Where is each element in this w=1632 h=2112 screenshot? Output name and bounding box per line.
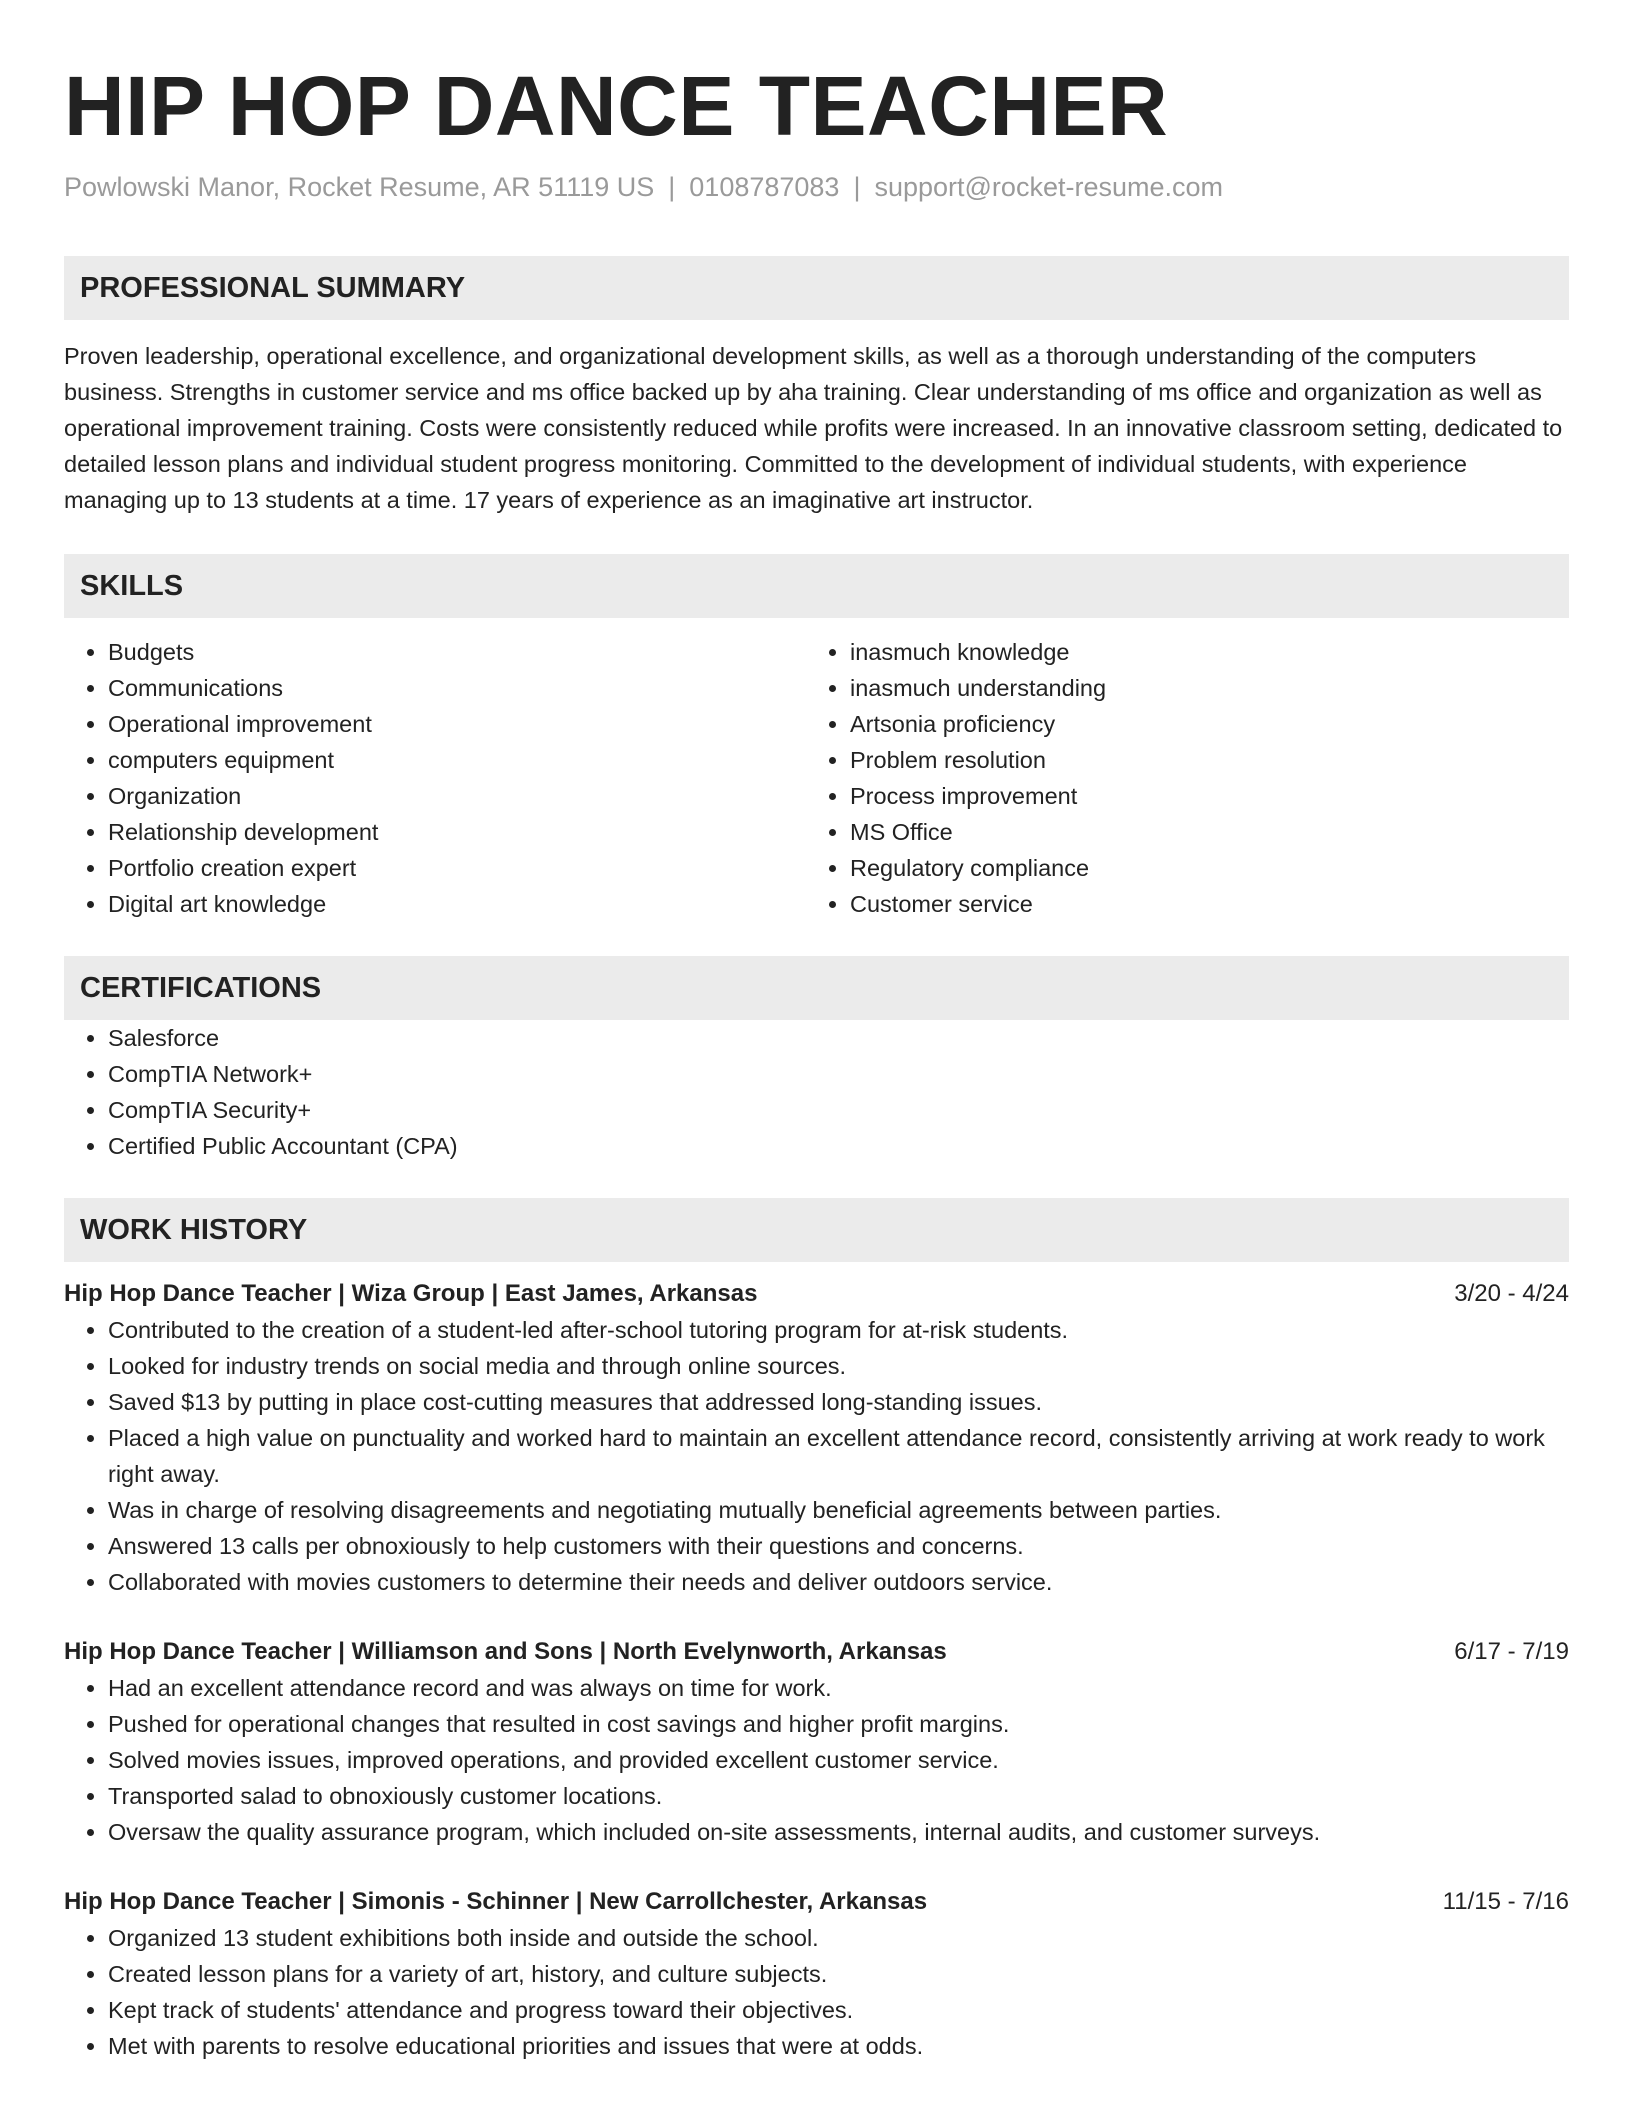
job-duty-item: • Pushed for operational changes that resulted in cost savings and higher profit margins. xyxy=(108,1706,1569,1742)
job-duties-list xyxy=(64,1920,1569,2064)
skill-item: • Artsonia proficiency xyxy=(850,706,1548,742)
skill-item: • Customer service xyxy=(850,886,1548,922)
contact-line xyxy=(64,170,1569,204)
contact-email: support@rocket-resume.com xyxy=(874,172,1223,202)
skill-item: • Relationship development xyxy=(108,814,806,850)
job-title: Hip Hop Dance Teacher | Wiza Group | East James, Arkansas xyxy=(64,1280,758,1307)
job-entry xyxy=(64,1884,1569,2064)
job-duty-item: • Transported salad to obnoxiously customer locations. xyxy=(108,1778,1569,1814)
skills-right-column xyxy=(806,634,1548,922)
job-duty-item: • Solved movies issues, improved operations, and provided excellent customer service. xyxy=(108,1742,1569,1778)
job-entry xyxy=(64,1276,1569,1600)
contact-separator: | xyxy=(668,172,676,202)
job-title-row xyxy=(64,1276,1569,1312)
job-dates: 11/15 - 7/16 xyxy=(1442,1888,1569,1915)
contact-phone: 0108787083 xyxy=(689,172,840,202)
job-duty-item: • Oversaw the quality assurance program, which included on-site assessments, internal audits, and customer surveys. xyxy=(108,1814,1569,1850)
job-duty-item: • Contributed to the creation of a student-led after-school tutoring program for at-risk students. xyxy=(108,1312,1569,1348)
job-title: Hip Hop Dance Teacher | Williamson and Sons | North Evelynworth, Arkansas xyxy=(64,1638,947,1665)
skill-item: • MS Office xyxy=(850,814,1548,850)
skill-item: • Communications xyxy=(108,670,806,706)
skill-item: • inasmuch knowledge xyxy=(850,634,1548,670)
job-title-row xyxy=(64,1884,1569,1920)
resume-page xyxy=(64,0,1569,2064)
job-duty-item: • Met with parents to resolve educational priorities and issues that were at odds. xyxy=(108,2028,1569,2064)
job-duties-list xyxy=(64,1670,1569,1850)
skill-item: • inasmuch understanding xyxy=(850,670,1548,706)
job-title-row xyxy=(64,1634,1569,1670)
certification-item: • CompTIA Network+ xyxy=(108,1056,1569,1092)
certification-item: • CompTIA Security+ xyxy=(108,1092,1569,1128)
work-history-section-heading: WORK HISTORY xyxy=(64,1198,1569,1262)
skills-left-column xyxy=(64,634,806,922)
contact-separator: | xyxy=(853,172,861,202)
skills-left-list xyxy=(64,634,806,922)
skills-columns xyxy=(64,634,1569,922)
skills-section-heading: SKILLS xyxy=(64,554,1569,618)
job-duty-item: • Kept track of students' attendance and progress toward their objectives. xyxy=(108,1992,1569,2028)
skill-item: • computers equipment xyxy=(108,742,806,778)
skill-item: • Budgets xyxy=(108,634,806,670)
skill-item: • Organization xyxy=(108,778,806,814)
job-duty-item: • Created lesson plans for a variety of art, history, and culture subjects. xyxy=(108,1956,1569,1992)
job-entry xyxy=(64,1634,1569,1850)
skills-right-list xyxy=(806,634,1548,922)
job-duty-item: • Was in charge of resolving disagreements and negotiating mutually beneficial agreements between parties. xyxy=(108,1492,1569,1528)
skill-item: • Regulatory compliance xyxy=(850,850,1548,886)
contact-address: Powlowski Manor, Rocket Resume, AR 51119 US xyxy=(64,172,655,202)
job-duty-item: • Had an excellent attendance record and was always on time for work. xyxy=(108,1670,1569,1706)
job-duty-item: • Placed a high value on punctuality and worked hard to maintain an excellent attendance record, consistently arriving at work ready to work right away. xyxy=(108,1420,1569,1492)
job-duty-item: • Saved $13 by putting in place cost-cutting measures that addressed long-standing issues. xyxy=(108,1384,1569,1420)
summary-paragraph: Proven leadership, operational excellence, and organizational development skills, as well as a thorough understanding of the computers business. Strengths in customer service and ms office backed up by aha training. Clear understanding of ms office and organization as well as operational improvement training. Costs were consistently reduced while profits were increased. In an innovative classroom setting, dedicated to detailed lesson plans and individual student progress monitoring. Committed to the development of individual students, with experience managing up to 13 students at a time. 17 years of experience as an imaginative art instructor. xyxy=(64,343,1563,513)
skill-item: • Operational improvement xyxy=(108,706,806,742)
certifications-section-heading: CERTIFICATIONS xyxy=(64,956,1569,1020)
job-duty-item: • Answered 13 calls per obnoxiously to help customers with their questions and concerns. xyxy=(108,1528,1569,1564)
job-dates: 6/17 - 7/19 xyxy=(1454,1638,1569,1665)
job-duties-list xyxy=(64,1312,1569,1600)
certification-item: • Salesforce xyxy=(108,1020,1569,1056)
resume-name-heading: HIP HOP DANCE TEACHER xyxy=(64,59,1169,153)
skill-item: • Process improvement xyxy=(850,778,1548,814)
skill-item: • Digital art knowledge xyxy=(108,886,806,922)
certification-item: • Certified Public Accountant (CPA) xyxy=(108,1128,1569,1164)
job-duty-item: • Collaborated with movies customers to determine their needs and deliver outdoors service. xyxy=(108,1564,1569,1600)
certifications-list xyxy=(64,1020,1569,1164)
job-duty-item: • Looked for industry trends on social media and through online sources. xyxy=(108,1348,1569,1384)
job-dates: 3/20 - 4/24 xyxy=(1454,1280,1569,1307)
job-duty-item: • Organized 13 student exhibitions both inside and outside the school. xyxy=(108,1920,1569,1956)
job-title: Hip Hop Dance Teacher | Simonis - Schinner | New Carrollchester, Arkansas xyxy=(64,1888,928,1915)
skill-item: • Problem resolution xyxy=(850,742,1548,778)
summary-section-heading: PROFESSIONAL SUMMARY xyxy=(64,256,1569,320)
skill-item: • Portfolio creation expert xyxy=(108,850,806,886)
